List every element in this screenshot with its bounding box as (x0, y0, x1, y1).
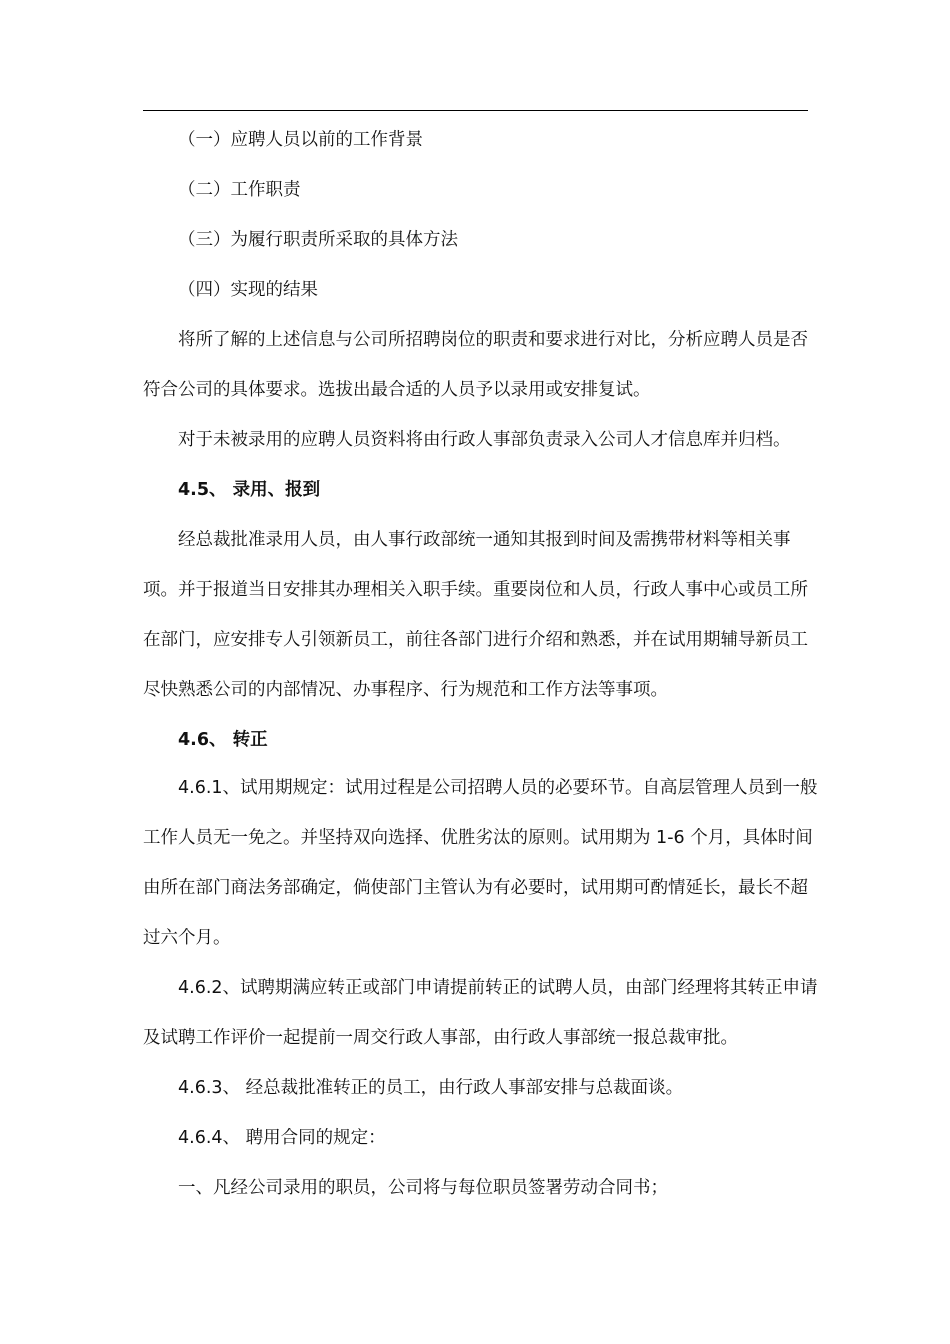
section-heading: 4.6、 转正 (178, 730, 268, 750)
paragraph-line: 及试聘工作评价一起提前一周交行政人事部，由行政人事部统一报总裁审批。 (143, 1028, 738, 1048)
paragraph-line: 尽快熟悉公司的内部情况、办事程序、行为规范和工作方法等事项。 (143, 680, 668, 700)
list-item: （一）应聘人员以前的工作背景 (178, 130, 423, 150)
paragraph-line: 对于未被录用的应聘人员资料将由行政人事部负责录入公司人才信息库并归档。 (178, 430, 791, 450)
header-rule (143, 110, 808, 111)
list-item: （三）为履行职责所采取的具体方法 (178, 230, 458, 250)
section-heading: 4.5、 录用、报到 (178, 480, 321, 500)
paragraph-line: 过六个月。 (143, 928, 231, 948)
paragraph-line: 一、凡经公司录用的职员，公司将与每位职员签署劳动合同书； (178, 1178, 668, 1198)
list-item: （二）工作职责 (178, 180, 301, 200)
paragraph-line: 4.6.1、试用期规定：试用过程是公司招聘人员的必要环节。自高层管理人员到一般 (178, 778, 818, 798)
paragraph-line: 经总裁批准录用人员，由人事行政部统一通知其报到时间及需携带材料等相关事 (178, 530, 791, 550)
paragraph-line: 将所了解的上述信息与公司所招聘岗位的职责和要求进行对比，分析应聘人员是否 (178, 330, 808, 350)
paragraph-line: 符合公司的具体要求。选拔出最合适的人员予以录用或安排复试。 (143, 380, 651, 400)
paragraph-line: 由所在部门商法务部确定，倘使部门主管认为有必要时，试用期可酌情延长，最长不超 (143, 878, 808, 898)
paragraph-line: 项。并于报道当日安排其办理相关入职手续。重要岗位和人员，行政人事中心或员工所 (143, 580, 808, 600)
paragraph-line: 4.6.2、试聘期满应转正或部门申请提前转正的试聘人员，由部门经理将其转正申请 (178, 978, 818, 998)
paragraph-line: 在部门，应安排专人引领新员工，前往各部门进行介绍和熟悉，并在试用期辅导新员工 (143, 630, 808, 650)
paragraph-line: 4.6.3、 经总裁批准转正的员工，由行政人事部安排与总裁面谈。 (178, 1078, 684, 1098)
list-item: （四）实现的结果 (178, 280, 318, 300)
paragraph-line: 工作人员无一免之。并坚持双向选择、优胜劣汰的原则。试用期为 1-6 个月，具体时间 (143, 828, 813, 848)
paragraph-line: 4.6.4、 聘用合同的规定： (178, 1128, 386, 1148)
